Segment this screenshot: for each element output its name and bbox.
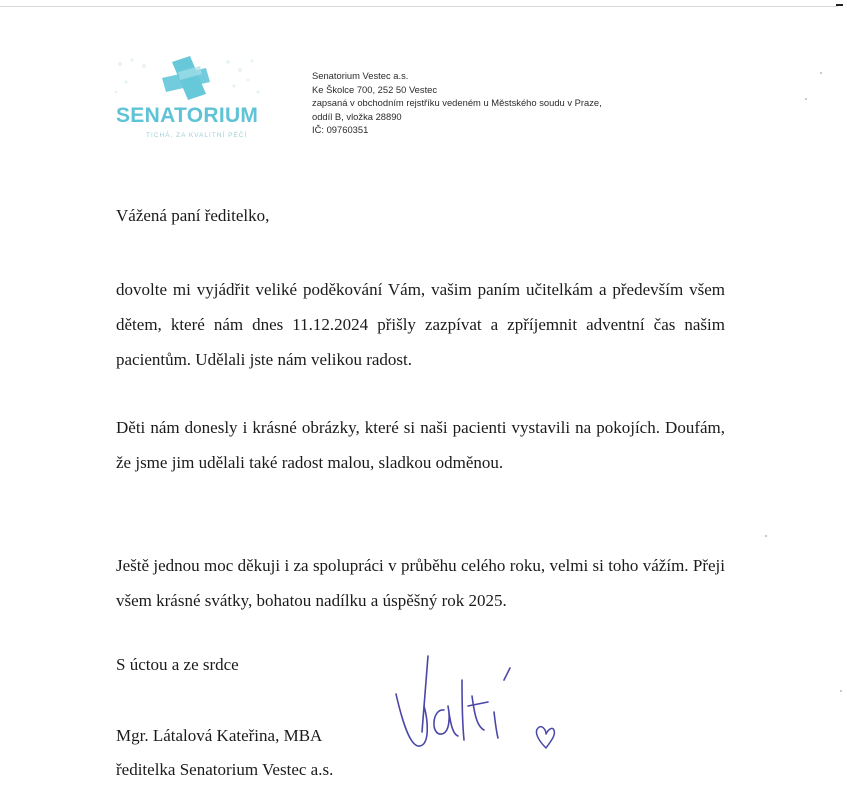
corner-mark	[836, 4, 843, 6]
logo-tagline: TICHÁ, ZA KVALITNÍ PÉČÍ	[146, 132, 248, 139]
company-address-block	[312, 69, 602, 137]
letter-paragraph-1: dovolte mi vyjádřit veliké poděkování Vám, vašim paním učitelkám a především všem dětem, které nám dnes 11.12.2024 přišly zazpívat a zpříjemnit adventní čas našim pacientům. Udělali jste nám velikou radost.	[116, 280, 725, 369]
company-logo	[110, 52, 270, 152]
signatory-name: Mgr. Látalová Kateřina, MBA	[116, 726, 323, 745]
signatory-title: ředitelka Senatorium Vestec a.s.	[116, 760, 334, 779]
company-address: Ke Školce 700, 252 50 Vestec	[312, 83, 438, 95]
salutation: Vážená paní ředitelko,	[116, 206, 270, 225]
logo-name: SENATORIUM	[116, 104, 259, 127]
scan-speck	[765, 535, 767, 537]
company-registry: zapsaná v obchodním rejstříku vedeném u Městského soudu v Praze,	[312, 97, 602, 109]
scan-speck	[840, 690, 842, 692]
company-registry-section: oddíl B, vložka 28890	[312, 110, 402, 122]
company-id: IČ: 09760351	[312, 124, 369, 136]
scan-speck	[820, 72, 822, 74]
company-name: Senatorium Vestec a.s.	[312, 70, 409, 81]
letter-paragraph-3: Ještě jednou moc děkuji i za spolupráci v průběhu celého roku, velmi si toho vážím. Přeji všem krásné svátky, bohatou nadílku a úspěšný rok 2025.	[116, 556, 725, 610]
handwritten-signature	[388, 650, 578, 760]
top-border-line	[0, 6, 838, 7]
cross-logo-icon	[110, 52, 270, 112]
scan-speck	[805, 98, 807, 100]
closing: S úctou a ze srdce	[116, 655, 239, 674]
heart-doodle-icon	[536, 727, 554, 748]
letter-paragraph-2: Děti nám donesly i krásné obrázky, které si naši pacienti vystavili na pokojích. Doufám, že jsme jim udělali také radost malou, sladkou odměnou.	[116, 418, 725, 472]
